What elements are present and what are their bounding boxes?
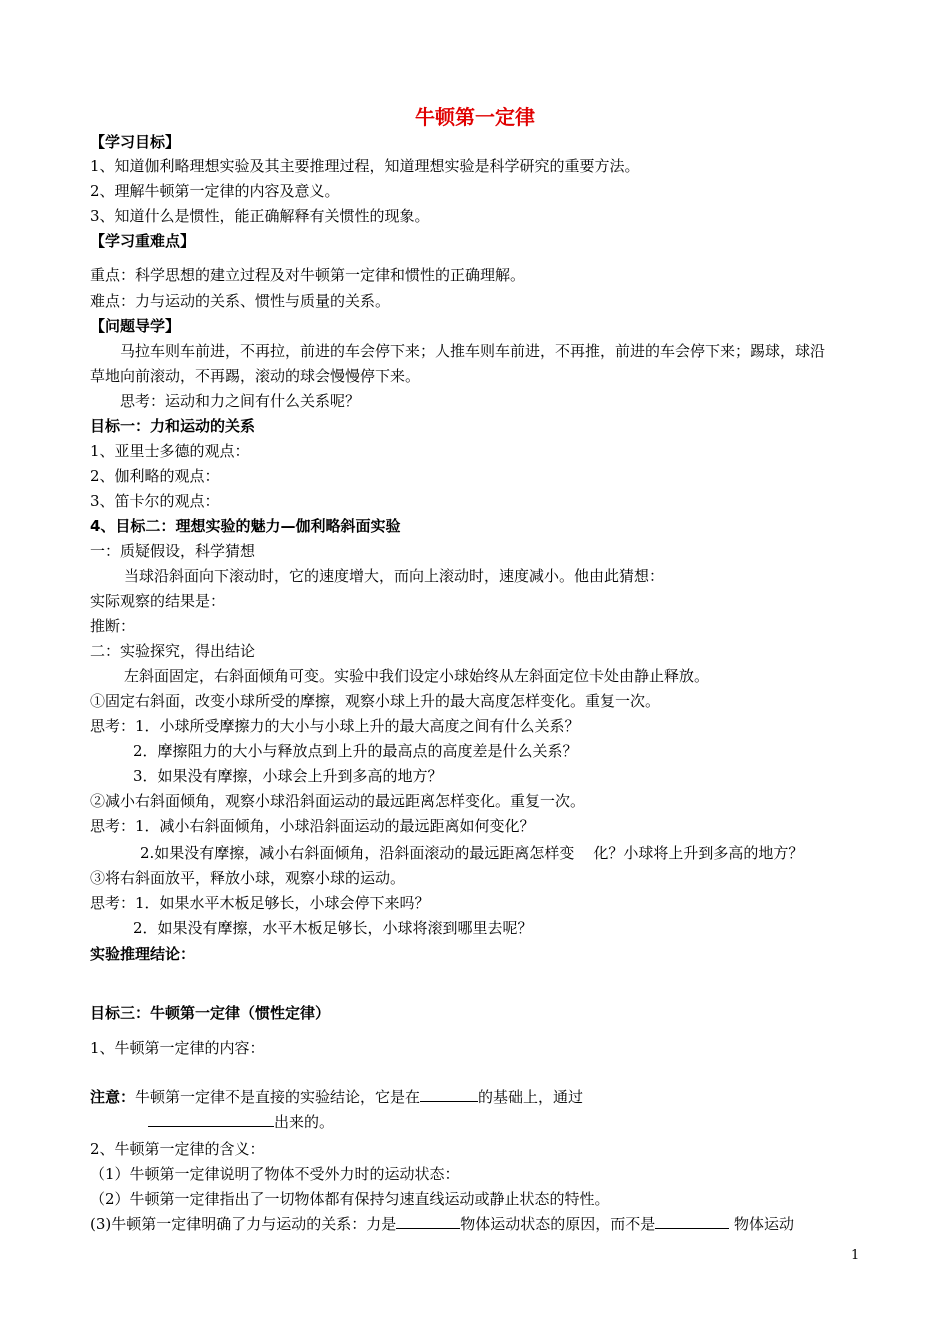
section-heading-guide: 【问题导学】 (90, 317, 181, 335)
objective-2: 2、理解牛顿第一定律的内容及意义。 (90, 182, 340, 200)
law-meaning-heading: 2、牛顿第一定律的含义： (90, 1140, 265, 1158)
goal-2-heading: 4、目标二：理想实验的魅力—伽利略斜面实验 (90, 517, 401, 535)
fill-blank[interactable] (420, 1087, 478, 1102)
section-heading-objectives: 【学习目标】 (90, 133, 181, 151)
note-line-2 (148, 1112, 334, 1132)
step-1: ①固定右斜面，改变小球所受的摩擦，观察小球上升的最大高度怎样变化。重复一次。 (90, 692, 661, 710)
difficult-point: 难点：力与运动的关系、惯性与质量的关系。 (90, 292, 391, 310)
fill-blank[interactable] (655, 1214, 729, 1229)
objective-1: 1、知道伽利略理想实验及其主要推理过程，知道理想实验是科学研究的重要方法。 (90, 157, 640, 175)
goal-1-heading: 目标一：力和运动的关系 (90, 417, 256, 435)
note-line (90, 1087, 583, 1107)
guide-question: 思考：运动和力之间有什么关系呢？ (120, 392, 361, 410)
note-label: 注意： (90, 1088, 136, 1106)
part-1-paragraph: 当球沿斜面向下滚动时，它的速度增大，而向上滚动时，速度减小。他由此猜想： (124, 567, 665, 585)
meaning-3-text-b: 物体运动状态的原因，而不是 (460, 1215, 656, 1233)
step-1-question-2: 2．摩擦阻力的大小与释放点到上升的最高点的高度差是什么关系？ (133, 742, 578, 760)
meaning-3-text-c: 物体运动 (729, 1215, 795, 1233)
part-1-heading: 一：质疑假设，科学猜想 (90, 542, 256, 560)
experiment-conclusion-heading: 实验推理结论： (90, 945, 196, 963)
page-title: 牛顿第一定律 (415, 105, 535, 129)
fill-blank[interactable] (396, 1214, 460, 1229)
actual-observation: 实际观察的结果是： (90, 592, 226, 610)
guide-paragraph-line-2: 草地向前滚动，不再踢，滚动的球会慢慢停下来。 (90, 367, 421, 385)
guide-paragraph-line-1: 马拉车则车前进，不再拉，前进的车会停下来；人推车则车前进，不再推，前进的车会停下来；踢球，球沿 (120, 342, 826, 360)
note-text-a: 牛顿第一定律不是直接的实验结论，它是在 (135, 1088, 421, 1106)
step-1-question-3: 3．如果没有摩擦，小球会上升到多高的地方？ (133, 767, 443, 785)
goal-3-heading: 目标三：牛顿第一定律（惯性定律） (90, 1004, 331, 1022)
descartes-view: 3、笛卡尔的观点： (90, 492, 220, 510)
step-3: ③将右斜面放平，释放小球，观察小球的运动。 (90, 869, 406, 887)
meaning-3-text-a: (3)牛顿第一定律明确了力与运动的关系：力是 (90, 1215, 397, 1233)
note-text-b: 的基础上，通过 (478, 1088, 584, 1106)
meaning-1: （1）牛顿第一定律说明了物体不受外力时的运动状态： (90, 1165, 460, 1183)
step-2-question-2: 2.如果没有摩擦，减小右斜面倾角，沿斜面滚动的最远距离怎样变 化？小球将上升到多高的地方？ (140, 844, 804, 862)
aristotle-view: 1、亚里士多德的观点： (90, 442, 250, 460)
section-heading-key-points: 【学习重难点】 (90, 232, 196, 250)
part-2-heading: 二：实验探究，得出结论 (90, 642, 256, 660)
step-1-question-1: 思考：1．小球所受摩擦力的大小与小球上升的最大高度之间有什么关系？ (90, 717, 580, 735)
key-point: 重点：科学思想的建立过程及对牛顿第一定律和惯性的正确理解。 (90, 266, 526, 284)
step-2: ②减小右斜面倾角，观察小球沿斜面运动的最远距离怎样变化。重复一次。 (90, 792, 586, 810)
part-2-paragraph: 左斜面固定，右斜面倾角可变。实验中我们设定小球始终从左斜面定位卡处由静止释放。 (124, 667, 710, 685)
step-2-question-1: 思考：1．减小右斜面倾角，小球沿斜面运动的最远距离如何变化？ (90, 817, 535, 835)
inference: 推断： (90, 617, 136, 635)
meaning-3 (90, 1214, 794, 1234)
step-3-question-1: 思考：1．如果水平木板足够长，小球会停下来吗？ (90, 894, 430, 912)
objective-3: 3、知道什么是惯性，能正确解释有关惯性的现象。 (90, 207, 430, 225)
step-3-question-2: 2．如果没有摩擦，水平木板足够长，小球将滚到哪里去呢？ (133, 919, 533, 937)
galileo-view: 2、伽利略的观点： (90, 467, 220, 485)
page-number: 1 (851, 1248, 860, 1263)
meaning-2: （2）牛顿第一定律指出了一切物体都有保持匀速直线运动或静止状态的特性。 (90, 1190, 610, 1208)
note-text-c: 出来的。 (274, 1113, 335, 1131)
fill-blank[interactable] (148, 1112, 274, 1127)
law-content-prompt: 1、牛顿第一定律的内容： (90, 1039, 265, 1057)
